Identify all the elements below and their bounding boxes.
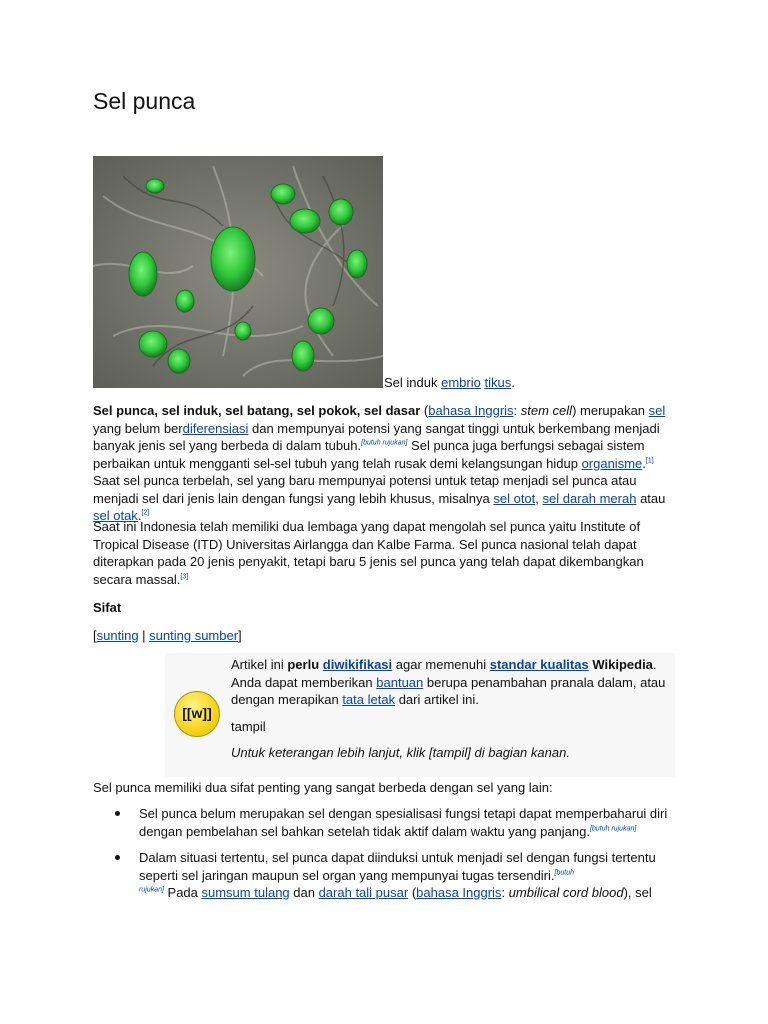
text: Sel punca belum merupakan sel dengan spesialisasi fungsi tetapi dapat memperbaharui diri dengan pembelahan sel bahkan setelah tidak aktif dalam waktu yang panjang. bbox=[139, 806, 668, 839]
link-sel[interactable]: sel bbox=[648, 403, 666, 418]
text: . bbox=[137, 508, 142, 523]
link-bantuan[interactable]: bantuan bbox=[376, 674, 424, 690]
text: . Anda dapat memberikan bbox=[231, 657, 657, 690]
text: agar memenuhi bbox=[392, 657, 490, 672]
text: Sel punca juga berfungsi sebagai sistem perbaikan untuk mengganti sel-sel tubuh yang telah rusak demi kelangsungan hidup bbox=[93, 438, 645, 471]
text: ( bbox=[408, 885, 417, 900]
reference-3[interactable]: [3] bbox=[180, 573, 189, 581]
properties-list bbox=[93, 805, 673, 911]
text: dan bbox=[289, 885, 319, 900]
link-bahasa-inggris[interactable]: bahasa Inggris bbox=[428, 403, 514, 418]
citation-needed-text[interactable]: [butuh bbox=[554, 869, 574, 877]
text: Dalam situasi tertentu, sel punca dapat diinduksi untuk menjadi sel dengan fungsi tertentu seperti sel jaringan maupun sel organ yang mempunyai tugas tersendiri. bbox=[139, 850, 656, 883]
text: atau bbox=[636, 490, 666, 506]
link-darah-tali-pusar[interactable]: darah tali pusar bbox=[318, 885, 409, 900]
text: ), sel bbox=[623, 885, 652, 900]
citation-needed[interactable] bbox=[361, 440, 407, 447]
sifat-intro: Sel punca memiliki dua sifat penting yang sangat berbeda dengan sel yang lain: bbox=[93, 780, 553, 795]
text: ( bbox=[420, 403, 429, 418]
reference-1[interactable]: [1] bbox=[645, 457, 654, 465]
caption-text: Sel induk bbox=[384, 375, 442, 390]
link-sel-otot[interactable]: sel otot bbox=[493, 490, 536, 506]
link-embrio[interactable]: embrio bbox=[441, 375, 481, 390]
bullet-icon bbox=[115, 855, 120, 860]
english-term: umbilical cord blood bbox=[508, 885, 624, 900]
separator: | bbox=[138, 628, 150, 643]
edit-source-link[interactable]: sunting sumber bbox=[149, 628, 239, 643]
text: berupa penambahan pranala dalam, atau dengan merapikan bbox=[231, 674, 666, 707]
notice-message bbox=[231, 656, 671, 709]
text: : bbox=[501, 885, 509, 900]
text: . bbox=[642, 455, 646, 471]
text: Saat sel punca terbelah, sel yang baru mempunyai potensi untuk tetap menjadi sel punca atau menjadi sel dari jenis lain dengan fungsi yang lebih khusus, misalnya bbox=[93, 473, 637, 506]
page-title: Sel punca bbox=[93, 88, 196, 114]
stem-cell-micrograph[interactable] bbox=[93, 156, 383, 388]
text-bold: Wikipedia bbox=[592, 657, 653, 672]
section-heading-sifat: Sifat bbox=[93, 600, 122, 615]
link-tikus[interactable]: tikus bbox=[484, 375, 512, 390]
text: ) merupakan bbox=[572, 403, 649, 418]
indonesia-paragraph bbox=[93, 518, 673, 588]
text: Saat ini Indonesia telah memiliki dua lembaga yang dapat mengolah sel punca yaitu Institute of Tropical Disease (ITD) Universitas Airlangga dan Kalbe Farma. Sel punca nasional telah dapat diterapkan pada 20 jenis penyakit, tetapi baru 5 jenis sel punca yang telah dapat dikembangkan secara massal. bbox=[93, 519, 644, 587]
text: Pada bbox=[163, 885, 202, 900]
citation-needed-text[interactable]: [butuh rujukan] bbox=[589, 825, 637, 833]
figure-caption bbox=[384, 374, 515, 391]
english-term: stem cell bbox=[520, 403, 573, 418]
list-item bbox=[93, 805, 673, 840]
link-bahasa-inggris[interactable]: bahasa Inggris bbox=[416, 885, 502, 900]
citation-needed[interactable] bbox=[590, 825, 636, 832]
text: dari artikel ini. bbox=[395, 692, 479, 707]
link-tata-letak[interactable]: tata letak bbox=[342, 692, 396, 707]
link-text[interactable]: standar kualitas bbox=[489, 657, 589, 672]
link-sel-darah-merah[interactable]: sel darah merah bbox=[542, 490, 637, 506]
text: Artikel ini bbox=[231, 657, 288, 672]
link-organisme[interactable]: organisme bbox=[581, 455, 643, 471]
link-diwikifikasi[interactable] bbox=[323, 657, 392, 672]
text: : bbox=[513, 403, 521, 418]
wikify-badge-icon: [[w]] bbox=[174, 691, 220, 737]
link-sel-otak[interactable]: sel otak bbox=[93, 508, 138, 523]
bracket: ] bbox=[238, 628, 242, 643]
bullet-icon bbox=[115, 811, 120, 816]
citation-needed-text[interactable]: rujukan] bbox=[139, 886, 164, 894]
link-sumsum-tulang[interactable]: sumsum tulang bbox=[201, 885, 290, 900]
section-edit-links bbox=[93, 627, 673, 645]
citation-needed-text[interactable]: [butuh rujukan] bbox=[361, 439, 408, 447]
notice-hint: Untuk keterangan lebih lanjut, klik [tampil] di bagian kanan. bbox=[231, 745, 570, 760]
text: dan mempunyai potensi yang sangat tinggi untuk berkembang menjadi banyak jenis sel yang berbeda di dalam tubuh. bbox=[93, 420, 660, 453]
intro-paragraph bbox=[93, 402, 673, 525]
wikify-notice-box bbox=[165, 653, 675, 777]
edit-link[interactable]: sunting bbox=[96, 628, 139, 643]
notice-text bbox=[231, 656, 671, 771]
caption-period: . bbox=[511, 375, 515, 390]
text: yang belum ber bbox=[93, 420, 183, 436]
show-toggle[interactable]: tampil bbox=[231, 718, 266, 734]
bold-names: Sel punca, sel induk, sel batang, sel pokok, sel dasar bbox=[93, 403, 421, 418]
bracket: [ bbox=[93, 628, 97, 643]
list-item bbox=[93, 849, 673, 902]
link-diferensiasi[interactable]: diferensiasi bbox=[182, 420, 249, 436]
text: , bbox=[535, 490, 543, 506]
link-text[interactable]: diwikifikasi bbox=[322, 657, 393, 672]
text-bold: perlu bbox=[287, 657, 320, 672]
reference-2[interactable]: [2] bbox=[141, 509, 150, 517]
figure bbox=[93, 156, 515, 388]
link-standar-kualitas[interactable] bbox=[490, 657, 589, 672]
